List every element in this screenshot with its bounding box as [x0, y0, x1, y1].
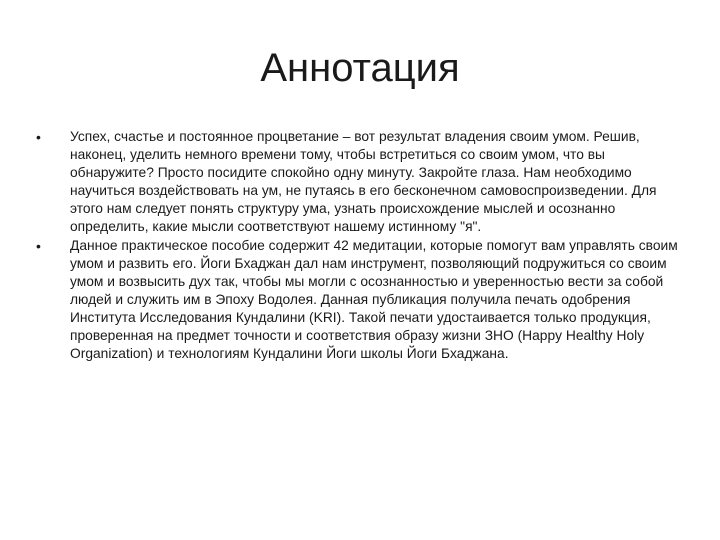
bullet-item-1 [36, 128, 686, 237]
slide-title: Аннотация [260, 46, 460, 90]
bullet-marker: • [36, 129, 41, 145]
bullet-text: Успех, счастье и постоянное процветание – вот результат владения своим умом. Решив, наконец, уделить немного времени тому, чтобы встретиться со своим умом, что вы обнаружите? Просто посидите спокойно одну минуту. Закройте глаза. Нам необходимо научиться воздействовать на ум, не путаясь в его бесконечном самовоспроизведении. Для этого нам следует понять структуру ума, узнать происхождение мыслей и осознанно определить, какие мысли соответствуют нашему истинному "я". [70, 129, 657, 235]
bullet-list [36, 128, 686, 363]
bullet-item-2 [36, 237, 686, 364]
bullet-marker: • [36, 237, 41, 254]
bullet-text: Данное практическое пособие содержит 42 медитации, которые помогут вам управлять своим умом и развить его. Йоги Бхаджан дал нам инструмент, позволяющий подружиться со своим умом и возвысить дух так, чтобы мы могли с осознанностью и уверенностью вести за собой людей и служить им в Эпоху Водолея. Данная публикация получила печать одобрения Института Исследования Кундалини (KRI). Такой печати удостаивается только продукция, проверенная на предмет точности и соответствия образу жизни ЗНО (Happy Healthy Holy Organization) и технологиям Кундалини Йоги школы Йоги Бхаджана. [70, 237, 678, 362]
